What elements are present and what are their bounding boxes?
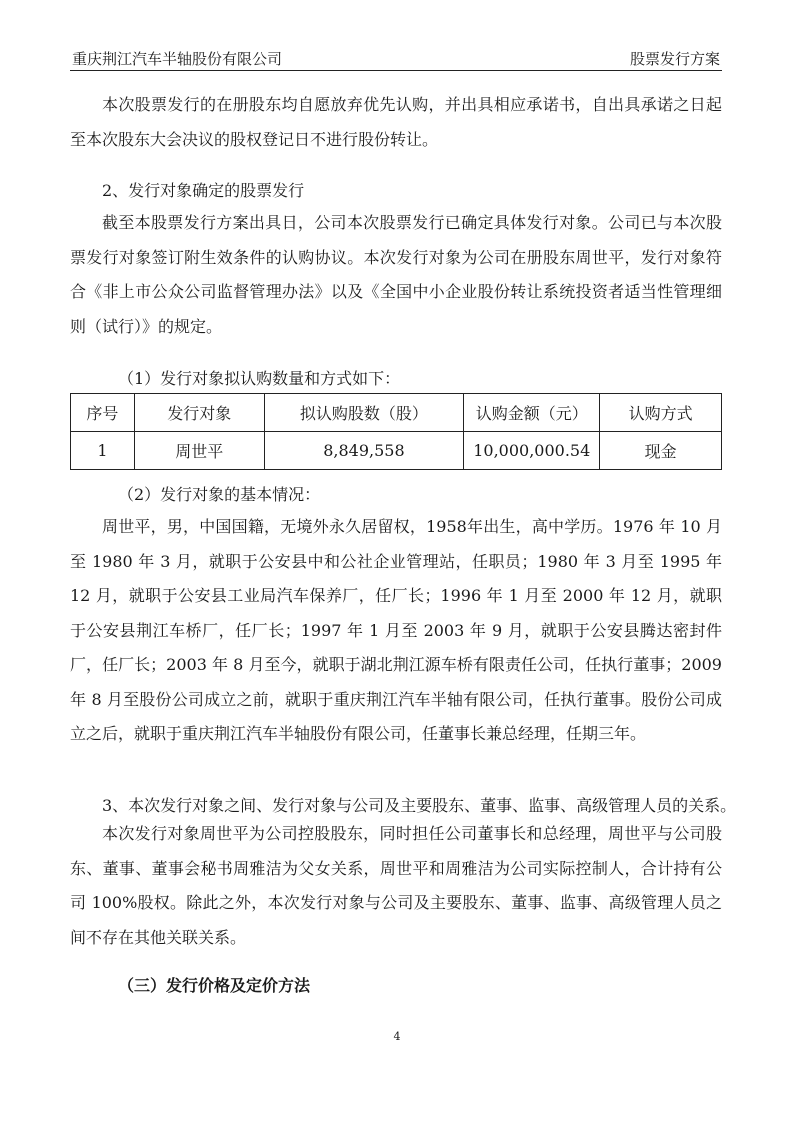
table-cell: 10,000,000.54 xyxy=(464,432,600,470)
heading-pricing: （三）发行价格及定价方法 xyxy=(118,976,311,995)
header-doc-title: 股票发行方案 xyxy=(629,50,720,68)
table-cell: 周世平 xyxy=(134,432,264,470)
table-header-cell: 发行对象 xyxy=(134,394,264,432)
paragraph-target: 截至本股票发行方案出具日，公司本次股票发行已确定具体发行对象。公司已与本次股票发行对象签订附生效条件的认购协议。本次发行对象为公司在册股东周世平，发行对象符合《非上市公众公司监督管理办法》以及《全国中小企业股份转让系统投资者适当性管理细则（试行）》的规定。 xyxy=(70,213,722,336)
table-header-cell: 认购方式 xyxy=(600,394,722,432)
heading-subscription-quantity: （1）发行对象拟认购数量和方式如下： xyxy=(118,369,401,388)
table-header-row xyxy=(71,394,722,432)
subscription-table xyxy=(70,393,722,470)
table-cell: 现金 xyxy=(600,432,722,470)
table-cell: 1 xyxy=(71,432,135,470)
page-number: 4 xyxy=(393,1030,401,1043)
table-header-cell: 认购金额（元） xyxy=(464,394,600,432)
header-company: 重庆荆江汽车半轴股份有限公司 xyxy=(72,50,283,68)
paragraph-relations: 本次发行对象周世平为公司控股股东，同时担任公司董事长和总经理，周世平与公司股东、董事、董事会秘书周雅洁为父女关系，周世平和周雅洁为公司实际控制人，合计持有公司 100%股权。除此之外，本次发行对象与公司及主要股东、董事、监事、高级管理人员之间不存在其他关联关系。 xyxy=(70,824,722,947)
heading-target-issue: 2、发行对象确定的股票发行 xyxy=(102,181,305,200)
heading-basic-info: （2）发行对象的基本情况： xyxy=(118,485,321,504)
paragraph-waiver: 本次股票发行的在册股东均自愿放弃优先认购，并出具相应承诺书，自出具承诺之日起至本次股东大会决议的股权登记日不进行股份转让。 xyxy=(70,95,722,149)
table-header-cell: 拟认购股数（股） xyxy=(264,394,464,432)
paragraph-biography: 周世平，男，中国国籍，无境外永久居留权，1958年出生，高中学历。1976 年 10 月至 1980 年 3 月，就职于公安县中和公社企业管理站，任职员；1980 年 3 月至 1995 年 12 月，就职于公安县工业局汽车保养厂，任厂长；1996 年 1 月至 2000 年 12 月，就职于公安县荆江车桥厂，任厂长；1997 年 1 月至 2003 年 9 月，就职于公安县腾达密封件厂，任厂长；2003 年 8 月至今，就职于湖北荆江源车桥有限责任公司，任执行董事；2009 年 8 月至股份公司成立之前，就职于重庆荆江汽车半轴有限公司，任执行董事。股份公司成立之后，就职于重庆荆江汽车半轴股份有限公司，任董事长兼总经理，任期三年。 xyxy=(70,517,722,743)
table-header-cell: 序号 xyxy=(71,394,135,432)
heading-relations: 3、本次发行对象之间、发行对象与公司及主要股东、董事、监事、高级管理人员的关系。 xyxy=(102,796,737,815)
page-header xyxy=(70,46,722,71)
table-row xyxy=(71,432,722,470)
table-cell: 8,849,558 xyxy=(264,432,464,470)
